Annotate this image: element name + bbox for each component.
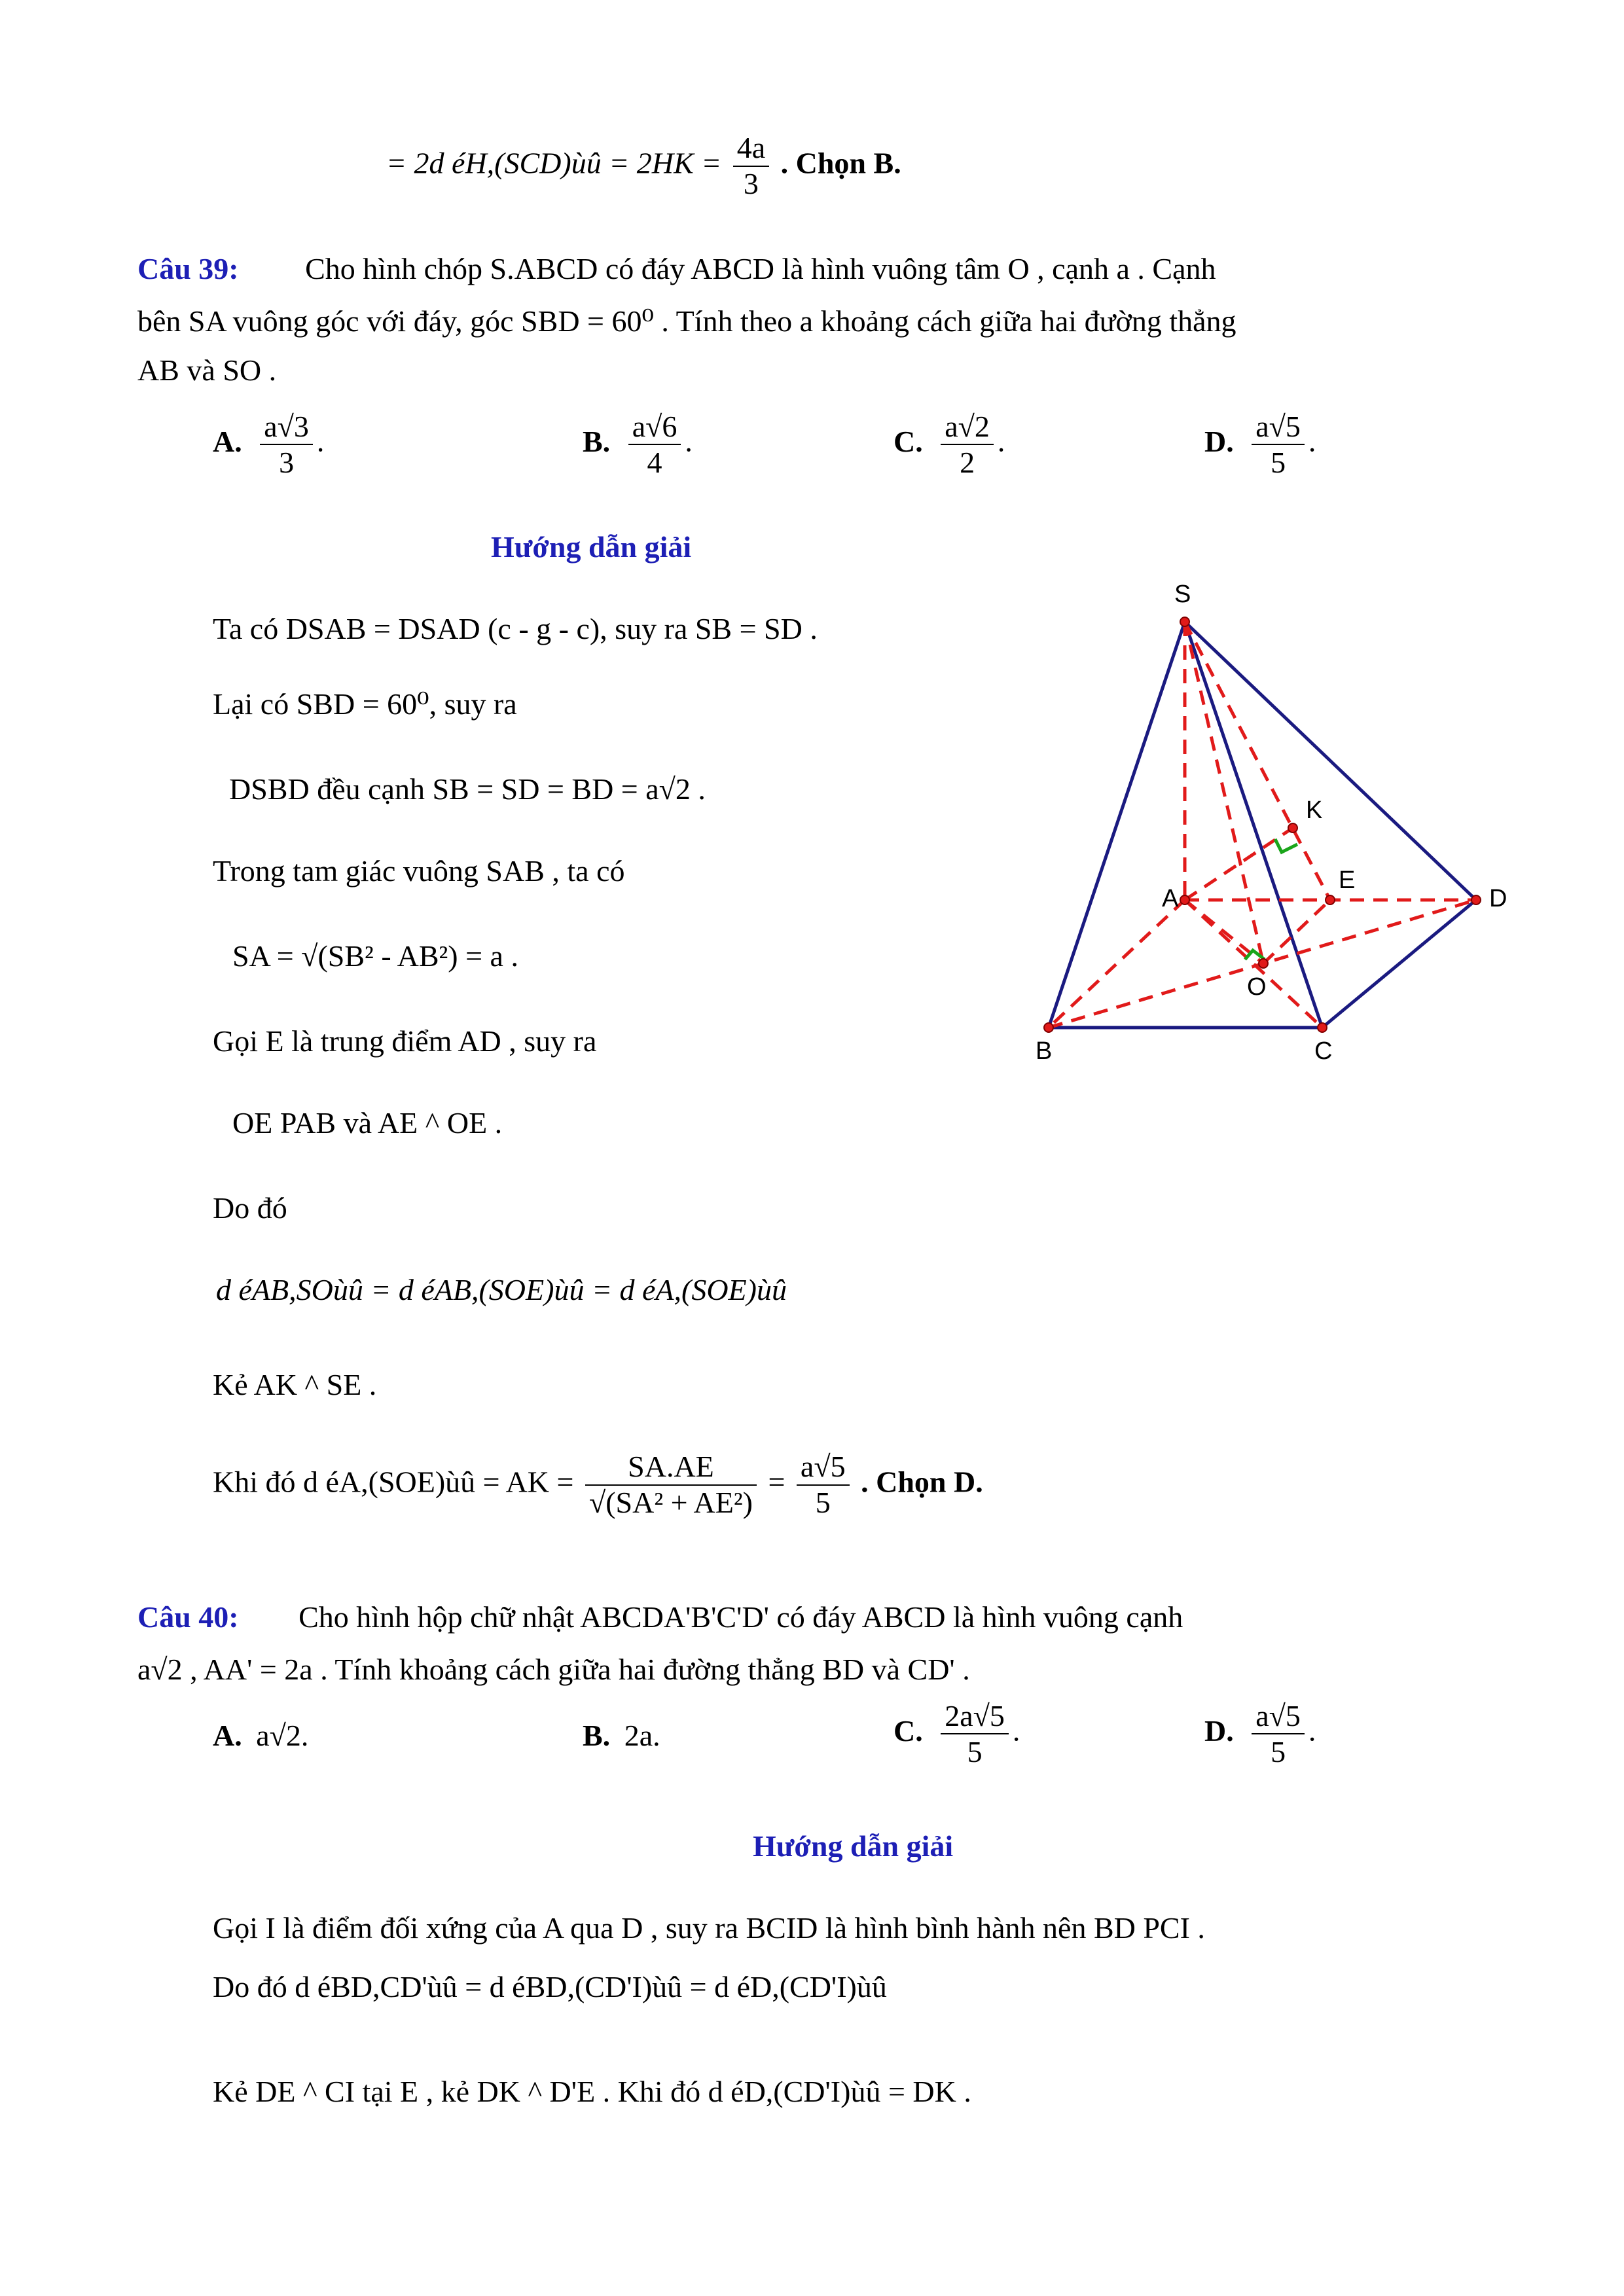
q40-sol-1: Do đó d éBD,CD'ùû = d éBD,(CD'I)ùû = d éD,(CD'I)ùû [213,1970,887,2003]
frac-den: 4 [647,446,662,479]
q39-answer-b-frac [628,409,681,480]
q39-answer-c[interactable]: C. $\frac{a√2}{2}$ . [893,410,1005,479]
point-labels [1036,581,1507,1065]
q40-answer-c[interactable]: C. $\frac{2a√5}{5}$ . [893,1699,1020,1768]
q39-sol-6: OE PAB và AE ^ OE . [232,1106,503,1139]
point-A [1180,895,1189,905]
q39-sol-2: DSBD đều cạnh SB = SD = BD = a√2 . [229,772,706,806]
prev-fraction-den: 3 [743,166,759,200]
label-D: D [1489,885,1507,912]
q39-text1: Cho hình chóp S.ABCD có đáy ABCD là hình vuông tâm O , cạnh a . Cạnh [305,252,1216,285]
frac-num: a√5 [1252,1698,1305,1734]
q39-sol-0: Ta có DSAB = DSAD (c - g - c), suy ra SB = SD . [213,612,818,645]
q39-sol-7: Do đó [213,1191,287,1225]
q39-final-tail: . Chọn D. [861,1465,983,1499]
q39-final-eq: = [768,1465,785,1499]
q40-label: Câu 40: [137,1600,239,1634]
frac-den: √(SA² + AE²) [588,1485,753,1519]
q40-answer-a-text: a√2. [256,1719,309,1752]
frac-num: 2a√5 [941,1698,1009,1734]
q40-answer-c-key: C. [893,1713,923,1748]
q39-answer-a-key: A. [213,424,242,458]
edge-SE [1185,622,1330,900]
pyramid-figure [1001,569,1525,1086]
q39-sol-8: d éAB,SOùû = d éAB,(SOE)ùû = d éA,(SOE)ùû [216,1273,787,1306]
q39-final-line [213,1450,983,1520]
label-A: A [1162,885,1179,912]
frac-den: 3 [279,446,295,479]
frac-num: a√5 [797,1450,850,1486]
q40-guide-title: Hướng dẫn giải [753,1829,954,1863]
frac-num: a√5 [1252,409,1305,445]
q39-line3 [137,353,276,388]
q39-answer-a-frac [260,409,313,480]
q40-sol-0: Gọi I là điểm đối xứng của A qua D , suy ra BCID là hình bình hành nên BD PCI . [213,1911,1205,1945]
q40-answer-b-text: 2a. [624,1719,660,1752]
label-C: C [1314,1037,1333,1065]
point-S [1180,617,1189,626]
right-angle-K [1275,839,1297,852]
q40-answer-c-frac [941,1698,1009,1769]
frac-num: a√6 [628,409,681,445]
prev-fraction-num: 4a [733,131,769,167]
point-D [1471,895,1481,905]
q39-line2 [137,304,1236,339]
q39-answer-b[interactable]: B. $\frac{a√6}{4}$ . [583,410,693,479]
frac-num: SA.AE [585,1450,757,1486]
q40-text2: a√2 , AA' = 2a . Tính khoảng cách giữa hai đường thẳng BD và CD' . [137,1653,970,1686]
frac-num: a√2 [941,409,994,445]
q40-answer-a[interactable] [213,1718,308,1753]
frac-den: 5 [967,1735,983,1768]
q39-text3: AB và SO . [137,353,277,387]
q39-answer-d[interactable]: D. $\frac{a√5}{5}$ . [1204,410,1316,479]
q39-answer-d-key: D. [1204,424,1234,458]
q39-final-frac2 [797,1450,850,1520]
point-K [1288,823,1297,833]
q39-sol-1: Lại có SBD = 60⁰, suy ra [213,687,517,721]
prev-fraction [733,131,769,202]
q39-sol-4: SA = √(SB² - AB²) = a . [232,939,518,973]
edge-CD [1322,900,1476,1028]
edge-SD [1185,622,1476,900]
label-O: O [1247,973,1267,1001]
q39-final-pre: Khi đó d éA,(SOE)ùû = AK = [213,1465,574,1499]
q39-text2: bên SA vuông góc với đáy, góc SBD = 60⁰ . Tính theo a khoảng cách giữa hai đường thẳng [137,304,1236,338]
q39-answer-c-frac [941,409,994,480]
q39-sol-3: Trong tam giác vuông SAB , ta có [213,854,625,888]
q40-answer-d-key: D. [1204,1713,1234,1748]
q40-line1 [137,1600,1183,1635]
q39-final-frac1 [585,1450,757,1520]
label-E: E [1339,867,1356,894]
prev-tail: . Chọn B. [780,146,901,180]
point-E [1326,895,1335,905]
q40-answer-b[interactable] [583,1718,660,1753]
q39-guide-title: Hướng dẫn giải [491,530,692,564]
q39-line1 [137,252,1512,287]
q39-sol-5: Gọi E là trung điểm AD , suy ra [213,1024,597,1058]
q40-line2 [137,1653,970,1687]
edge-SB [1049,622,1185,1028]
q40-text1: Cho hình hộp chữ nhật ABCDA'B'C'D' có đáy ABCD là hình vuông cạnh [298,1600,1183,1634]
q40-answer-d-frac [1252,1698,1305,1769]
frac-num: a√3 [260,409,313,445]
edge-SO [1185,622,1263,963]
frac-den: 2 [960,446,975,479]
q40-answer-b-key: B. [583,1719,611,1752]
q39-answer-b-key: B. [583,424,611,458]
label-S: S [1174,581,1191,608]
q39-answer-c-key: C. [893,424,923,458]
label-B: B [1036,1037,1053,1065]
q39-answer-a[interactable]: A. $\frac{a√3}{3}$ . [213,410,325,479]
q40-answer-d[interactable]: D. $\frac{a√5}{5}$ . [1204,1699,1316,1768]
prev-expression: = 2d éH,(SCD)ùû = 2HK = [386,146,722,180]
frac-den: 5 [1271,446,1286,479]
frac-den: 5 [1271,1735,1286,1768]
label-K: K [1306,797,1323,824]
point-C [1318,1023,1327,1032]
prev-solution-line [386,131,901,202]
q40-sol-2: Kẻ DE ^ CI tại E , kẻ DK ^ D'E . Khi đó d éD,(CD'I)ùû = DK . [213,2075,971,2108]
q39-answer-d-frac [1252,409,1305,480]
point-O [1259,959,1268,968]
q39-label: Câu 39: [137,252,239,285]
q39-sol-9: Kẻ AK ^ SE . [213,1368,377,1401]
q40-answer-a-key: A. [213,1719,242,1752]
point-B [1044,1023,1053,1032]
frac-den: 5 [815,1485,831,1519]
